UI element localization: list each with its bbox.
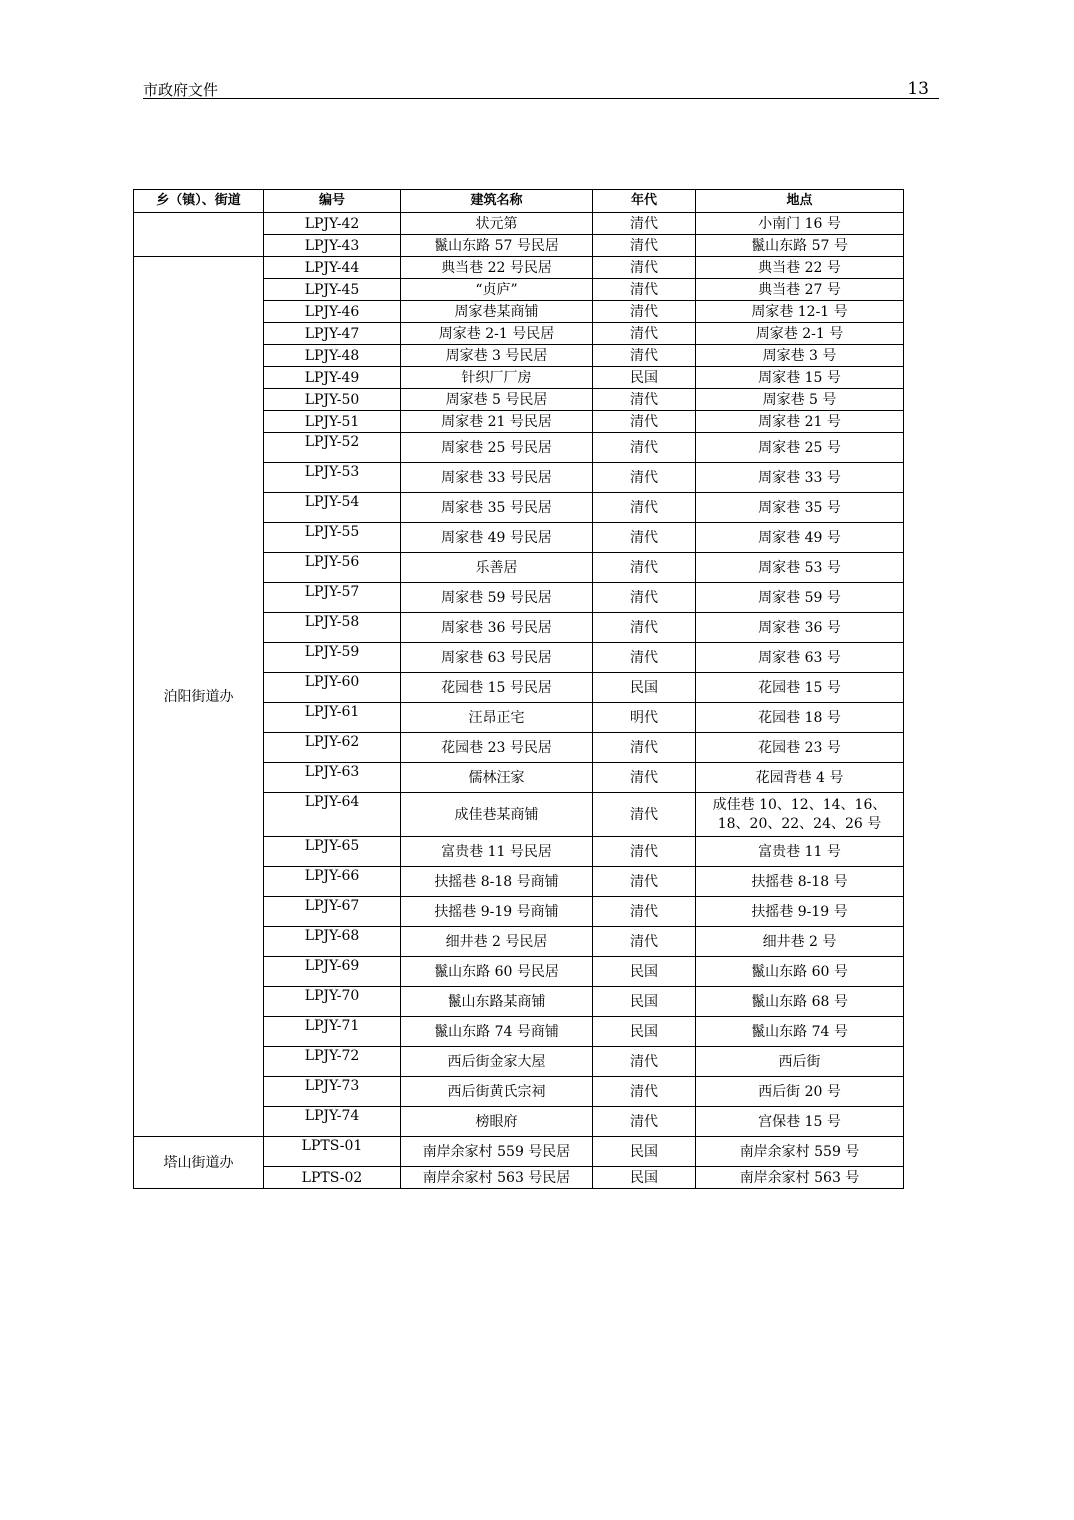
era-cell: 清代	[593, 301, 696, 323]
building-name-cell: 鬣山东路 57 号民居	[401, 235, 593, 257]
code-cell: LPJY-48	[264, 345, 401, 367]
code-cell: LPJY-55	[264, 523, 401, 553]
building-name-cell: 乐善居	[401, 553, 593, 583]
location-cell: 鬣山东路 74 号	[696, 1017, 904, 1047]
code-cell: LPJY-67	[264, 897, 401, 927]
location-cell: 周家巷 59 号	[696, 583, 904, 613]
building-name-cell: 南岸余家村 559 号民居	[401, 1137, 593, 1167]
era-cell: 清代	[593, 553, 696, 583]
era-cell: 清代	[593, 411, 696, 433]
table-row	[134, 257, 904, 279]
code-cell: LPJY-72	[264, 1047, 401, 1077]
location-cell: 小南门 16 号	[696, 213, 904, 235]
code-cell: LPJY-49	[264, 367, 401, 389]
era-cell: 清代	[593, 1077, 696, 1107]
location-cell: 宫保巷 15 号	[696, 1107, 904, 1137]
code-cell: LPJY-71	[264, 1017, 401, 1047]
era-cell: 民国	[593, 957, 696, 987]
era-cell: 明代	[593, 703, 696, 733]
column-header-era: 年代	[593, 190, 696, 213]
code-cell: LPTS-01	[264, 1137, 401, 1167]
era-cell: 清代	[593, 897, 696, 927]
header-title: 市政府文件	[143, 81, 219, 99]
building-name-cell: 周家巷 49 号民居	[401, 523, 593, 553]
era-cell: 清代	[593, 643, 696, 673]
building-name-cell: 西后街黄氏宗祠	[401, 1077, 593, 1107]
location-cell: 周家巷 5 号	[696, 389, 904, 411]
column-header-code: 编号	[264, 190, 401, 213]
column-header-location: 地点	[696, 190, 904, 213]
code-cell: LPJY-62	[264, 733, 401, 763]
location-cell: 扶摇巷 8-18 号	[696, 867, 904, 897]
code-cell: LPJY-59	[264, 643, 401, 673]
code-cell: LPJY-58	[264, 613, 401, 643]
era-cell: 清代	[593, 257, 696, 279]
code-cell: LPJY-43	[264, 235, 401, 257]
code-cell: LPJY-51	[264, 411, 401, 433]
building-name-cell: 周家巷 3 号民居	[401, 345, 593, 367]
district-cell: 塔山街道办	[134, 1137, 264, 1189]
code-cell: LPJY-63	[264, 763, 401, 793]
page-number: 13	[907, 79, 929, 99]
era-cell: 清代	[593, 493, 696, 523]
location-cell: 周家巷 35 号	[696, 493, 904, 523]
location-cell: 周家巷 33 号	[696, 463, 904, 493]
location-cell: 花园背巷 4 号	[696, 763, 904, 793]
table-header-row	[134, 190, 904, 213]
code-cell: LPJY-56	[264, 553, 401, 583]
era-cell: 清代	[593, 323, 696, 345]
location-cell: 周家巷 63 号	[696, 643, 904, 673]
column-header-building-name: 建筑名称	[401, 190, 593, 213]
location-cell: 典当巷 27 号	[696, 279, 904, 301]
building-name-cell: 周家巷 21 号民居	[401, 411, 593, 433]
code-cell: LPJY-66	[264, 867, 401, 897]
era-cell: 民国	[593, 987, 696, 1017]
era-cell: 清代	[593, 433, 696, 463]
code-cell: LPJY-73	[264, 1077, 401, 1107]
era-cell: 清代	[593, 213, 696, 235]
building-name-cell: 榜眼府	[401, 1107, 593, 1137]
building-name-cell: 鬣山东路某商铺	[401, 987, 593, 1017]
code-cell: LPJY-53	[264, 463, 401, 493]
building-name-cell: 鬣山东路 74 号商铺	[401, 1017, 593, 1047]
building-name-cell: 周家巷某商铺	[401, 301, 593, 323]
era-cell: 民国	[593, 367, 696, 389]
building-name-cell: 周家巷 25 号民居	[401, 433, 593, 463]
location-cell: 成佳巷 10、12、14、16、18、20、22、24、26 号	[696, 793, 904, 837]
location-cell: 西后街	[696, 1047, 904, 1077]
era-cell: 清代	[593, 1107, 696, 1137]
building-name-cell: 成佳巷某商铺	[401, 793, 593, 837]
table-body	[134, 213, 904, 1189]
location-cell: 鬣山东路 68 号	[696, 987, 904, 1017]
table-row	[134, 1137, 904, 1167]
building-name-cell: 汪昂正宅	[401, 703, 593, 733]
location-cell: 南岸余家村 559 号	[696, 1137, 904, 1167]
era-cell: 清代	[593, 837, 696, 867]
code-cell: LPJY-60	[264, 673, 401, 703]
building-name-cell: 周家巷 59 号民居	[401, 583, 593, 613]
code-cell: LPJY-54	[264, 493, 401, 523]
location-cell: 周家巷 3 号	[696, 345, 904, 367]
era-cell: 清代	[593, 927, 696, 957]
location-cell: 花园巷 18 号	[696, 703, 904, 733]
building-name-cell: 针织厂厂房	[401, 367, 593, 389]
building-name-cell: 状元第	[401, 213, 593, 235]
building-name-cell: 西后街金家大屋	[401, 1047, 593, 1077]
building-name-cell: 富贵巷 11 号民居	[401, 837, 593, 867]
code-cell: LPJY-64	[264, 793, 401, 837]
building-name-cell: 花园巷 23 号民居	[401, 733, 593, 763]
building-name-cell: 扶摇巷 8-18 号商铺	[401, 867, 593, 897]
table-row	[134, 213, 904, 235]
era-cell: 民国	[593, 1017, 696, 1047]
building-name-cell: 周家巷 63 号民居	[401, 643, 593, 673]
building-name-cell: 周家巷 35 号民居	[401, 493, 593, 523]
building-name-cell: “贞庐”	[401, 279, 593, 301]
era-cell: 民国	[593, 1137, 696, 1167]
era-cell: 民国	[593, 673, 696, 703]
building-name-cell: 周家巷 5 号民居	[401, 389, 593, 411]
location-cell: 西后街 20 号	[696, 1077, 904, 1107]
location-cell: 扶摇巷 9-19 号	[696, 897, 904, 927]
era-cell: 清代	[593, 613, 696, 643]
building-name-cell: 扶摇巷 9-19 号商铺	[401, 897, 593, 927]
era-cell: 清代	[593, 235, 696, 257]
era-cell: 清代	[593, 463, 696, 493]
code-cell: LPJY-46	[264, 301, 401, 323]
heritage-building-table	[133, 189, 904, 1189]
era-cell: 清代	[593, 345, 696, 367]
location-cell: 周家巷 53 号	[696, 553, 904, 583]
code-cell: LPJY-47	[264, 323, 401, 345]
era-cell: 清代	[593, 867, 696, 897]
era-cell: 清代	[593, 763, 696, 793]
code-cell: LPJY-69	[264, 957, 401, 987]
district-cell: 泊阳街道办	[134, 257, 264, 1137]
building-name-cell: 鬣山东路 60 号民居	[401, 957, 593, 987]
location-cell: 典当巷 22 号	[696, 257, 904, 279]
era-cell: 民国	[593, 1167, 696, 1189]
location-cell: 鬣山东路 60 号	[696, 957, 904, 987]
location-cell: 周家巷 2-1 号	[696, 323, 904, 345]
building-name-cell: 周家巷 33 号民居	[401, 463, 593, 493]
code-cell: LPJY-57	[264, 583, 401, 613]
location-cell: 周家巷 36 号	[696, 613, 904, 643]
building-name-cell: 周家巷 2-1 号民居	[401, 323, 593, 345]
code-cell: LPJY-74	[264, 1107, 401, 1137]
location-cell: 周家巷 12-1 号	[696, 301, 904, 323]
location-cell: 周家巷 15 号	[696, 367, 904, 389]
era-cell: 清代	[593, 733, 696, 763]
page-header	[143, 78, 939, 99]
era-cell: 清代	[593, 1047, 696, 1077]
building-name-cell: 典当巷 22 号民居	[401, 257, 593, 279]
code-cell: LPJY-44	[264, 257, 401, 279]
location-cell: 富贵巷 11 号	[696, 837, 904, 867]
code-cell: LPJY-50	[264, 389, 401, 411]
location-cell: 南岸余家村 563 号	[696, 1167, 904, 1189]
location-cell: 鬣山东路 57 号	[696, 235, 904, 257]
location-cell: 周家巷 21 号	[696, 411, 904, 433]
era-cell: 清代	[593, 583, 696, 613]
code-cell: LPJY-42	[264, 213, 401, 235]
location-cell: 花园巷 23 号	[696, 733, 904, 763]
location-cell: 细井巷 2 号	[696, 927, 904, 957]
location-cell: 周家巷 25 号	[696, 433, 904, 463]
building-name-cell: 细井巷 2 号民居	[401, 927, 593, 957]
location-cell: 周家巷 49 号	[696, 523, 904, 553]
building-name-cell: 南岸余家村 563 号民居	[401, 1167, 593, 1189]
code-cell: LPJY-45	[264, 279, 401, 301]
code-cell: LPTS-02	[264, 1167, 401, 1189]
district-cell	[134, 213, 264, 257]
code-cell: LPJY-61	[264, 703, 401, 733]
code-cell: LPJY-65	[264, 837, 401, 867]
column-header-district: 乡（镇）、街道	[134, 190, 264, 213]
building-name-cell: 花园巷 15 号民居	[401, 673, 593, 703]
code-cell: LPJY-52	[264, 433, 401, 463]
era-cell: 清代	[593, 793, 696, 837]
building-name-cell: 周家巷 36 号民居	[401, 613, 593, 643]
code-cell: LPJY-70	[264, 987, 401, 1017]
era-cell: 清代	[593, 523, 696, 553]
building-name-cell: 儒林汪家	[401, 763, 593, 793]
era-cell: 清代	[593, 279, 696, 301]
location-cell: 花园巷 15 号	[696, 673, 904, 703]
code-cell: LPJY-68	[264, 927, 401, 957]
era-cell: 清代	[593, 389, 696, 411]
